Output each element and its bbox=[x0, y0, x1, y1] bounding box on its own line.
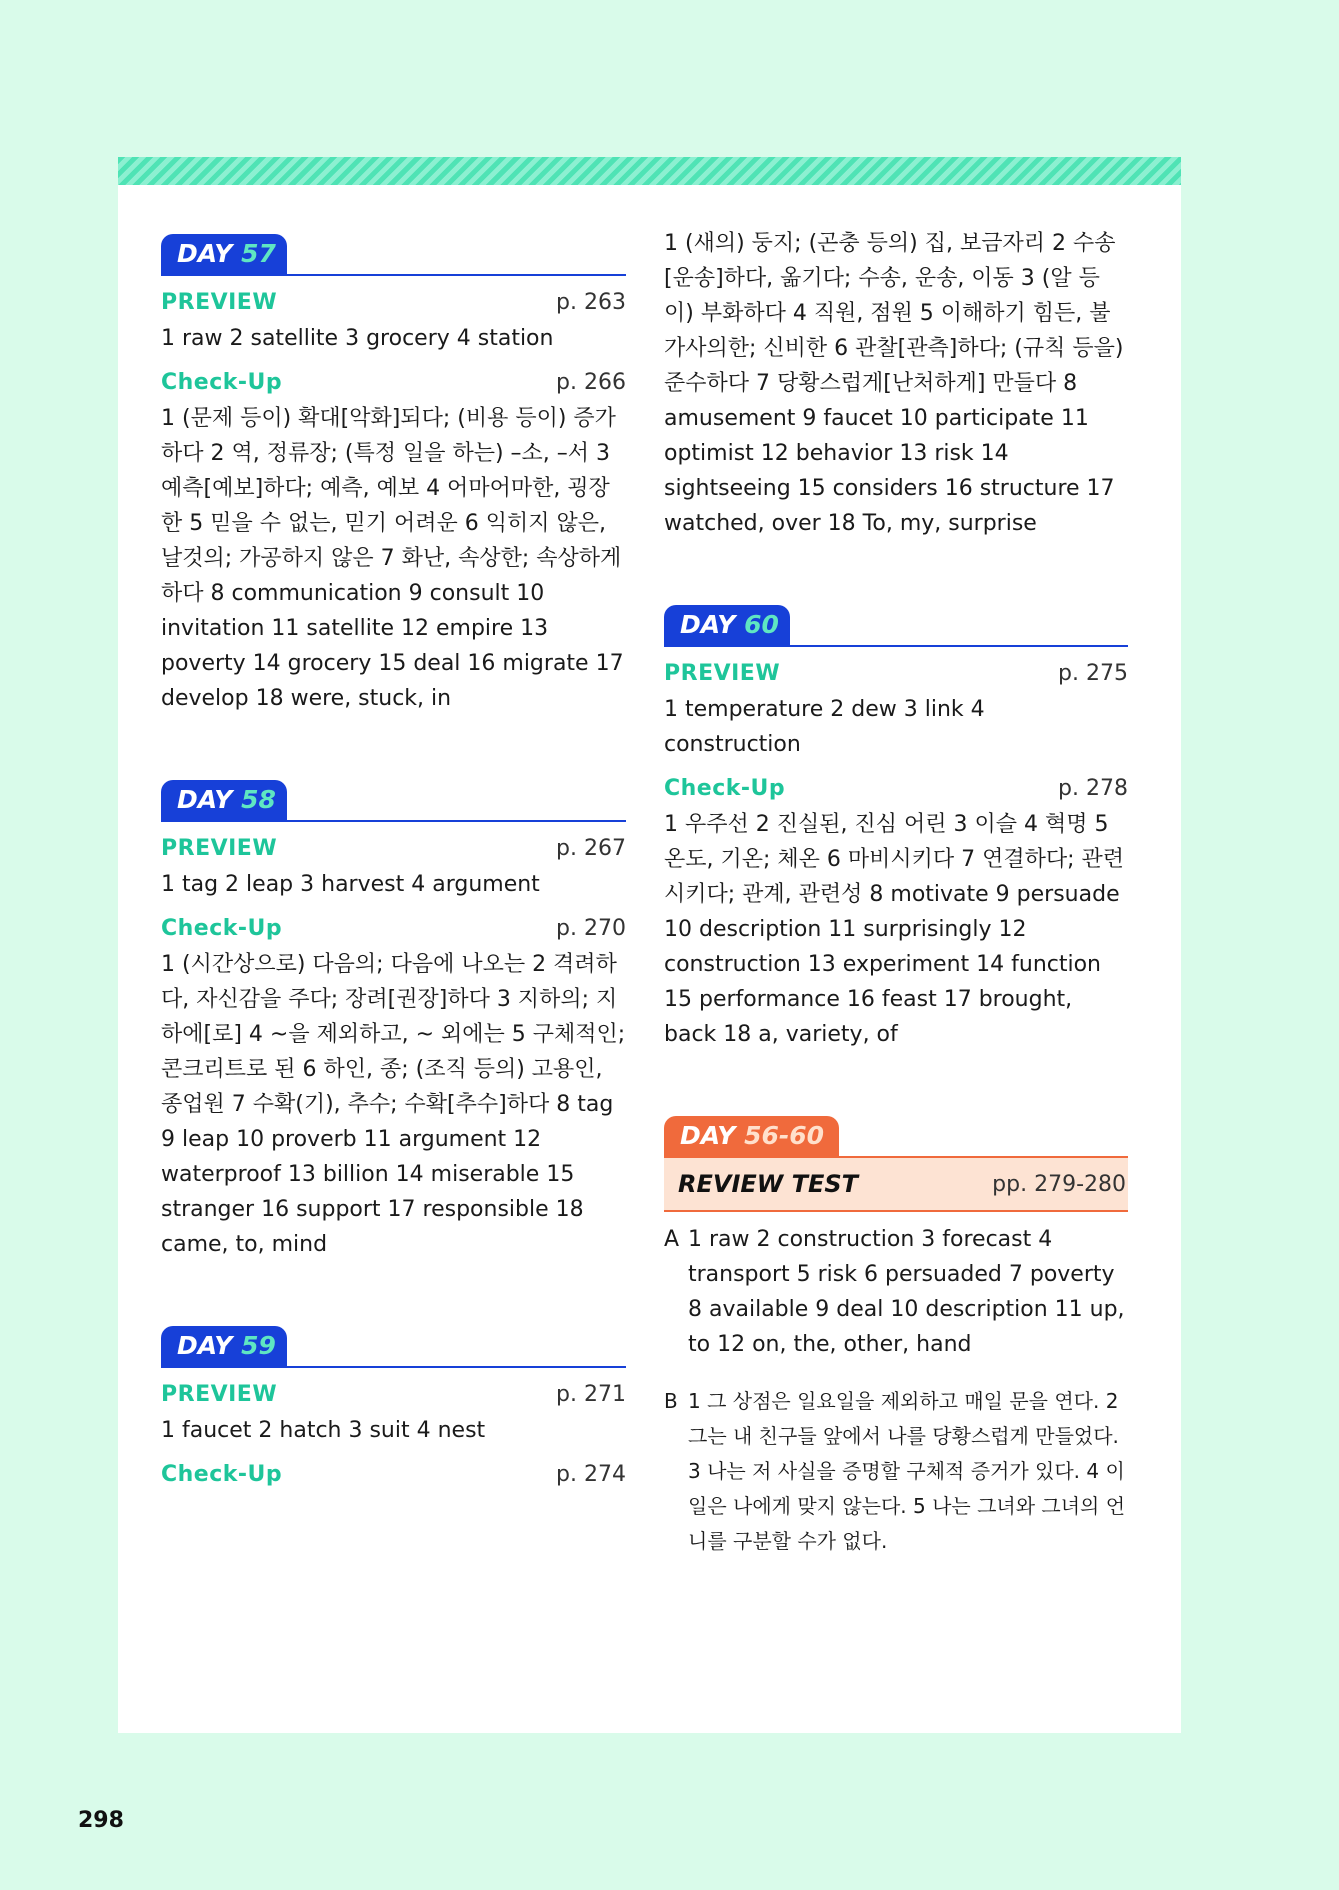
review-title: REVIEW TEST bbox=[678, 1170, 859, 1198]
day-number: 58 bbox=[241, 785, 276, 814]
checkup-heading bbox=[161, 1462, 626, 1487]
preview-answers: 1 tag 2 leap 3 harvest 4 argument bbox=[161, 872, 540, 897]
review-part-b bbox=[664, 1384, 1128, 1559]
page-ref: p. 274 bbox=[556, 1462, 626, 1487]
checkup-heading bbox=[161, 916, 626, 941]
page-ref: p. 263 bbox=[556, 290, 626, 315]
day-label: DAY bbox=[177, 785, 233, 814]
divider bbox=[161, 820, 626, 822]
preview-heading bbox=[161, 836, 626, 861]
preview-label: PREVIEW bbox=[664, 661, 781, 686]
review-title-bar bbox=[664, 1156, 1128, 1212]
header-stripe bbox=[118, 157, 1181, 185]
day-number: 57 bbox=[241, 239, 276, 268]
checkup-answers: 1 (새의) 둥지; (곤충 등의) 집, 보금자리 2 수송[운송]하다, 옮기다; 수송, 운송, 이동 3 (알 등이) 부화하다 4 직원, 점원 5 이해하기 힘든, 불가사의한; 신비한 6 관찰[관측]하다; (규칙 등을) 준수하다 7 당황스럽게[난처하게] 만들다 8 amusement 9 faucet 10 participate 11 optimist 12 behavior 13 risk 14 sightseeing 15 considers 16 structure 17 watched, over 18 To, my, surprise bbox=[664, 231, 1124, 536]
checkup-heading bbox=[664, 776, 1128, 801]
page-ref: p. 267 bbox=[556, 836, 626, 861]
preview-label: PREVIEW bbox=[161, 290, 278, 315]
checkup-label: Check-Up bbox=[161, 916, 283, 941]
page-ref: p. 278 bbox=[1058, 776, 1128, 801]
preview-answers: 1 faucet 2 hatch 3 suit 4 nest bbox=[161, 1418, 486, 1443]
checkup-label: Check-Up bbox=[664, 776, 786, 801]
page-ref: pp. 279-280 bbox=[992, 1171, 1126, 1197]
page-ref: p. 275 bbox=[1058, 661, 1128, 686]
day-59-tab bbox=[161, 1326, 287, 1366]
part-b-answers: 1 그 상점은 일요일을 제외하고 매일 문을 연다. 2 그는 내 친구들 앞에서 나를 당황스럽게 만들었다. 3 나는 저 사실을 증명할 구체적 증거가 있다. 4 이 일은 나에게 맞지 않는다. 5 나는 그녀와 그녀의 언니를 구분할 수가 없다. bbox=[688, 1389, 1126, 1553]
day-60-tab bbox=[664, 605, 790, 645]
part-letter: A bbox=[664, 1227, 680, 1252]
page-ref: p. 270 bbox=[556, 916, 626, 941]
divider bbox=[664, 645, 1128, 647]
day-58-header bbox=[161, 780, 626, 822]
checkup-answers: 1 (시간상으로) 다음의; 다음에 나오는 2 격려하다, 자신감을 주다; 장려[권장]하다 3 지하의; 지하에[로] 4 ~을 제외하고, ~ 외에는 5 구체적인; 콘크리트로 된 6 하인, 종; (조직 등의) 고용인, 종업원 7 수확(기), 추수; 수확[추수]하다 8 tag 9 leap 10 proverb 11 argument 12 waterproof 13 billion 14 miserable 15 stranger 16 support 17 responsible 18 came, to, mind bbox=[161, 952, 626, 1257]
day-label: DAY bbox=[177, 1331, 233, 1360]
day-58-section bbox=[161, 780, 626, 1262]
preview-heading bbox=[664, 661, 1128, 686]
left-column bbox=[161, 234, 626, 1493]
preview-heading bbox=[161, 290, 626, 315]
day-57-header bbox=[161, 234, 626, 276]
checkup-answers: 1 (문제 등이) 확대[악화]되다; (비용 등이) 증가하다 2 역, 정류장; (특정 일을 하는) –소, –서 3 예측[예보]하다; 예측, 예보 4 어마어마한, 굉장한 5 믿을 수 없는, 믿기 어려운 6 익히지 않은, 날것의; 가공하지 않은 7 화난, 속상한; 속상하게 하다 8 communication 9 consult 10 invitation 11 satellite 12 empire 13 poverty 14 grocery 15 deal 16 migrate 17 develop 18 were, stuck, in bbox=[161, 406, 624, 711]
day-58-tab bbox=[161, 780, 287, 820]
review-day-tab bbox=[664, 1116, 839, 1156]
checkup-label: Check-Up bbox=[161, 370, 283, 395]
day-57-section bbox=[161, 234, 626, 716]
checkup-heading bbox=[161, 370, 626, 395]
page-ref: p. 271 bbox=[556, 1382, 626, 1407]
day-label: DAY bbox=[680, 1121, 736, 1150]
preview-answers: 1 raw 2 satellite 3 grocery 4 station bbox=[161, 326, 554, 351]
day-number: 59 bbox=[241, 1331, 276, 1360]
part-a-answers: 1 raw 2 construction 3 forecast 4 transport 5 risk 6 persuaded 7 poverty 8 available 9 deal 10 description 11 up, to 12 on, the, other, hand bbox=[688, 1227, 1125, 1357]
preview-answers: 1 temperature 2 dew 3 link 4 construction bbox=[664, 697, 985, 757]
day-59-header bbox=[161, 1326, 626, 1368]
checkup-answers: 1 우주선 2 진실된, 진심 어린 3 이슬 4 혁명 5 온도, 기온; 체온 6 마비시키다 7 연결하다; 관련시키다; 관계, 관련성 8 motivate 9 persuade 10 description 11 surprisingly 12 construction 13 experiment 14 function 15 performance 16 feast 17 brought, back 18 a, variety, of bbox=[664, 812, 1125, 1047]
day-57-tab bbox=[161, 234, 287, 274]
preview-label: PREVIEW bbox=[161, 1382, 278, 1407]
day-label: DAY bbox=[680, 610, 736, 639]
preview-label: PREVIEW bbox=[161, 836, 278, 861]
divider bbox=[161, 274, 626, 276]
part-letter: B bbox=[664, 1389, 678, 1413]
day-60-section bbox=[664, 605, 1128, 1052]
checkup-label: Check-Up bbox=[161, 1462, 283, 1487]
preview-heading bbox=[161, 1382, 626, 1407]
day-label: DAY bbox=[177, 239, 233, 268]
divider bbox=[161, 1366, 626, 1368]
page-number: 298 bbox=[78, 1808, 124, 1833]
day-60-header bbox=[664, 605, 1128, 647]
day-59-section bbox=[161, 1326, 626, 1487]
review-header bbox=[664, 1116, 1128, 1156]
review-part-a bbox=[664, 1222, 1128, 1362]
day-number: 60 bbox=[744, 610, 779, 639]
review-test-section bbox=[664, 1116, 1128, 1559]
right-column bbox=[664, 231, 1128, 1581]
page-ref: p. 266 bbox=[556, 370, 626, 395]
day-number: 56-60 bbox=[744, 1121, 825, 1150]
